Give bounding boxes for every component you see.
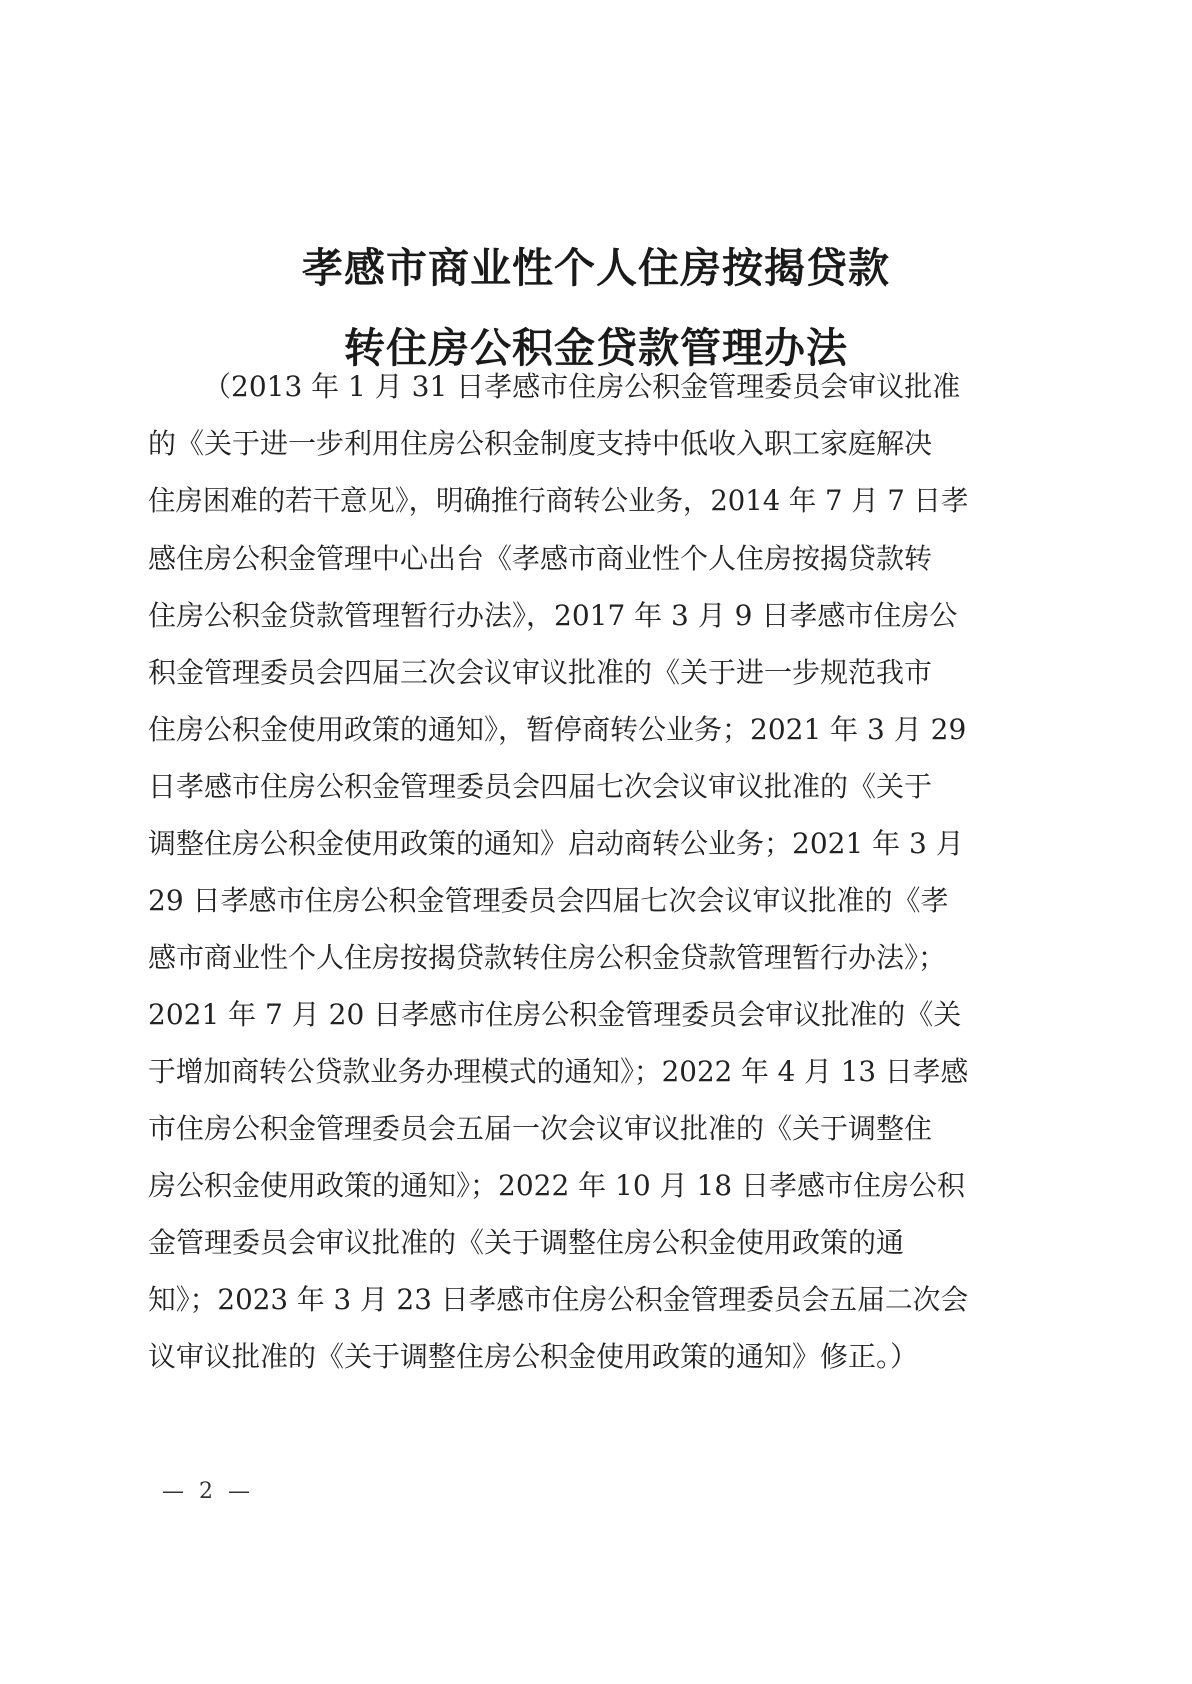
preamble-line: 29 日孝感市住房公积金管理委员会四届七次会议审议批准的《孝 <box>148 884 949 917</box>
preamble-line: 住房公积金使用政策的通知》，暂停商转公业务；2021 年 3 月 29 <box>148 713 967 746</box>
preamble-line: 房公积金使用政策的通知》；2022 年 10 月 18 日孝感市住房公积 <box>148 1169 966 1202</box>
preamble-line: 知》；2023 年 3 月 23 日孝感市住房公积金管理委员会五届二次会 <box>148 1283 969 1316</box>
preamble-line: 议审议批准的《关于调整住房公积金使用政策的通知》修正。） <box>148 1340 919 1373</box>
preamble-line: 市住房公积金管理委员会五届一次会议审议批准的《关于调整住 <box>148 1112 933 1145</box>
preamble-line: 2021 年 7 月 20 日孝感市住房公积金管理委员会审议批准的《关 <box>148 998 962 1031</box>
preamble-line: （2013 年 1 月 31 日孝感市住房公积金管理委员会审议批准 <box>203 370 961 403</box>
preamble-line: 感市商业性个人住房按揭贷款转住房公积金贷款管理暂行办法》； <box>148 941 947 974</box>
preamble-line: 日孝感市住房公积金管理委员会四届七次会议审议批准的《关于 <box>148 770 933 803</box>
document-title-line-2: 转住房公积金贷款管理办法 <box>344 324 848 372</box>
document-title-line-1: 孝感市商业性个人住房按揭贷款 <box>302 244 890 292</box>
preamble-line: 感住房公积金管理中心出台《孝感市商业性个人住房按揭贷款转 <box>148 542 933 575</box>
page-number: — 2 — <box>162 1479 254 1504</box>
preamble-line: 积金管理委员会四届三次会议审议批准的《关于进一步规范我市 <box>148 656 933 689</box>
preamble-line: 住房困难的若干意见》，明确推行商转公业务，2014 年 7 月 7 日孝 <box>148 484 969 517</box>
preamble-line: 调整住房公积金使用政策的通知》启动商转公业务；2021 年 3 月 <box>148 827 964 860</box>
preamble-line: 住房公积金贷款管理暂行办法》，2017 年 3 月 9 日孝感市住房公 <box>148 599 958 632</box>
preamble-line: 于增加商转公贷款业务办理模式的通知》；2022 年 4 月 13 日孝感 <box>148 1055 969 1088</box>
preamble-line: 的《关于进一步利用住房公积金制度支持中低收入职工家庭解决 <box>148 427 933 460</box>
preamble-line: 金管理委员会审议批准的《关于调整住房公积金使用政策的通 <box>148 1226 905 1259</box>
